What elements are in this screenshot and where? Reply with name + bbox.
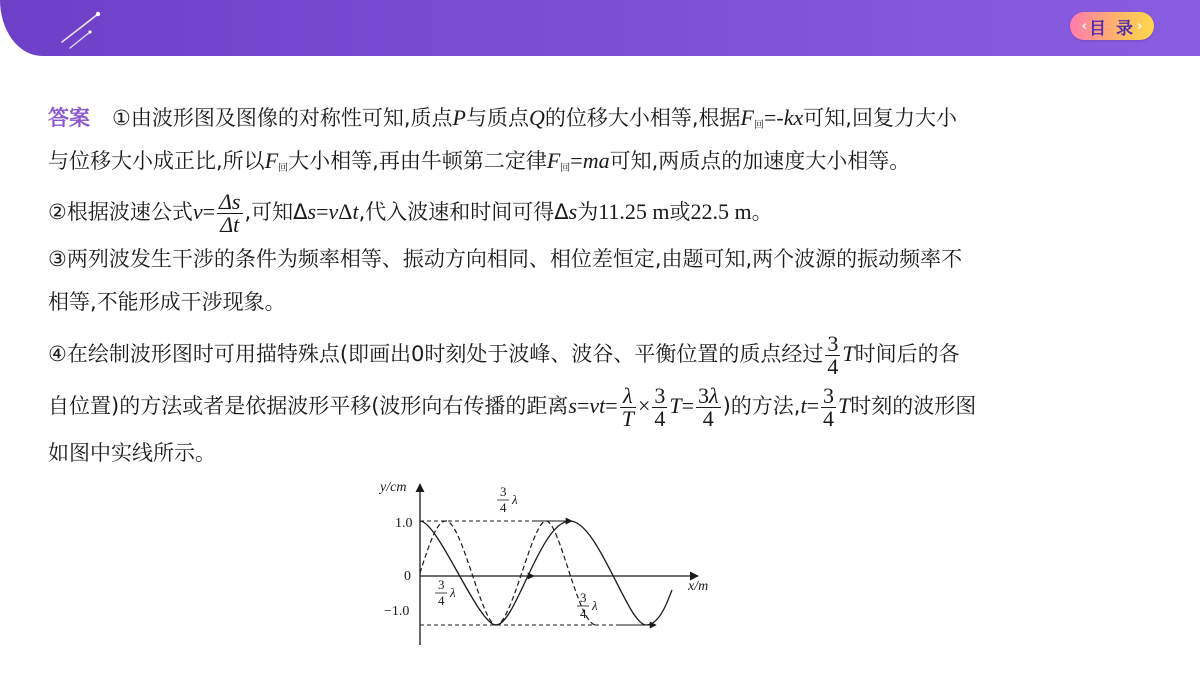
var-s: s [568,393,577,418]
shift-label-mid-den: 4 [438,593,445,608]
text: 为 [577,200,599,224]
shift-label-mid-lambda: λ [450,585,456,600]
numerator: λ [620,385,636,408]
shift-label-top-lambda: λ [512,492,518,507]
shift-label-low-den: 4 [580,606,587,621]
answer-line-1 [48,96,1158,139]
var-p: P [452,105,466,130]
shift-label-low-lambda: λ [592,598,598,613]
subscript: 回 [560,163,571,174]
numerator-lambda: λ [709,382,719,408]
var-t: t [352,199,359,224]
fraction-three-lambda-quarters [696,382,721,431]
answer-line-2 [48,139,1158,182]
fraction-ds-dt [217,188,242,237]
text: 如图中实线所示。 [48,441,216,465]
text: ④在绘制波形图时可用描特殊点(即画出0时刻处于波峰、波谷、平衡位置的质点经过 [48,342,824,366]
text: 时刻的波形图 [850,394,977,418]
value-2: 22.5 m [690,199,752,224]
fraction-three-quarters [652,382,667,431]
text: ,可知Δ [244,200,308,224]
text: 相等,不能形成干涉现象。 [48,290,286,314]
text: = [202,199,216,224]
y-tick-0: 0 [404,569,411,584]
text: ,代入波速和时间可得Δ [358,200,569,224]
var-t-period: T [842,341,855,366]
y-tick-1: 1.0 [395,516,413,531]
answer-content [48,96,1158,475]
text: = [806,393,819,418]
y-tick-minus-1: −1.0 [384,604,410,619]
subscript: 回 [754,120,764,131]
var-q: Q [528,105,545,130]
text: 可知,回复力大小 [803,106,957,130]
text: 与质点 [465,106,529,130]
times-sign: × [637,393,651,418]
chevron-left-icon: ‹ [1081,18,1088,34]
fraction-three-quarters [825,330,840,379]
denominator: 4 [827,353,839,379]
var-f: F [740,105,754,130]
var-v: v [328,199,339,224]
numerator: 3 [827,330,839,356]
text: 时间后的各 [854,342,960,366]
text: ③两列波发生干涉的条件为频率相等、振动方向相同、相位差恒定,由题可知,两个波源的振动频率不 [48,247,963,271]
denominator: T [621,405,634,431]
answer-line-7 [48,380,1158,432]
text: = [681,393,695,418]
table-of-contents-button[interactable] [1070,12,1154,40]
text: Δ [338,199,353,224]
shift-label-top-num: 3 [500,484,507,499]
shift-label-low-num: 3 [580,590,587,605]
original-wave-dashed [420,521,596,625]
header-bar [0,0,1200,56]
var-s: s [568,199,578,224]
text: ②根据波速公式 [48,200,193,224]
shift-label-top-den: 4 [500,500,507,515]
var-t-period: T [837,393,851,418]
var-f: F [264,148,279,173]
denominator: Δt [220,211,240,237]
numerator: 3 [822,382,834,408]
fraction-three-quarters [821,382,836,431]
text: 。 [751,200,773,224]
subscript: 回 [278,163,289,174]
var-s: s [307,199,317,224]
answer-line-5 [48,281,1158,324]
text: 与位移大小成正比,所以 [48,149,265,173]
denominator: 4 [702,405,714,431]
text: ①由波形图及图像的对称性可知,质点 [112,106,453,130]
answer-line-3 [48,186,1158,238]
text: 可知,两质点的加速度大小相等。 [609,149,911,173]
text: 或 [669,200,691,224]
answer-line-4 [48,238,1158,281]
text: = [576,393,590,418]
var-t-period: T [669,393,682,418]
denominator: 4 [654,405,666,431]
var-v: v [192,199,203,224]
var-ma: ma [582,148,610,173]
answer-label: 答案 [48,106,90,130]
value-1: 11.25 m [598,199,670,224]
var-t: t [800,393,807,418]
var-kx: kx [783,105,804,130]
text: 大小相等,再由牛顿第二定律 [288,149,547,173]
text: =- [764,105,784,130]
x-axis-label: x/m [688,579,709,594]
y-axis-label: y/cm [380,480,407,495]
denominator: 4 [822,405,834,431]
shooting-stars-icon [0,0,140,56]
answer-line-6 [48,328,1158,380]
shift-label-mid-num: 3 [438,577,445,592]
text: 自位置)的方法或者是依据波形平移(波形向右传播的距离 [48,394,569,418]
var-vt: vt [589,393,606,418]
numerator-digit: 3 [698,382,710,408]
numerator: Δs [219,188,241,214]
text: )的方法, [722,394,801,418]
text: = [605,393,618,418]
numerator: 3 [654,382,666,408]
fraction-lambda-t [620,382,636,431]
shifted-wave-solid [420,521,672,625]
var-f: F [546,148,561,173]
text: 的位移大小相等,根据 [544,106,741,130]
chevron-right-icon: › [1136,18,1143,34]
answer-line-8 [48,432,1158,475]
toc-label: 目 录 [1089,18,1135,39]
text: = [570,148,583,173]
text: = [316,199,329,224]
